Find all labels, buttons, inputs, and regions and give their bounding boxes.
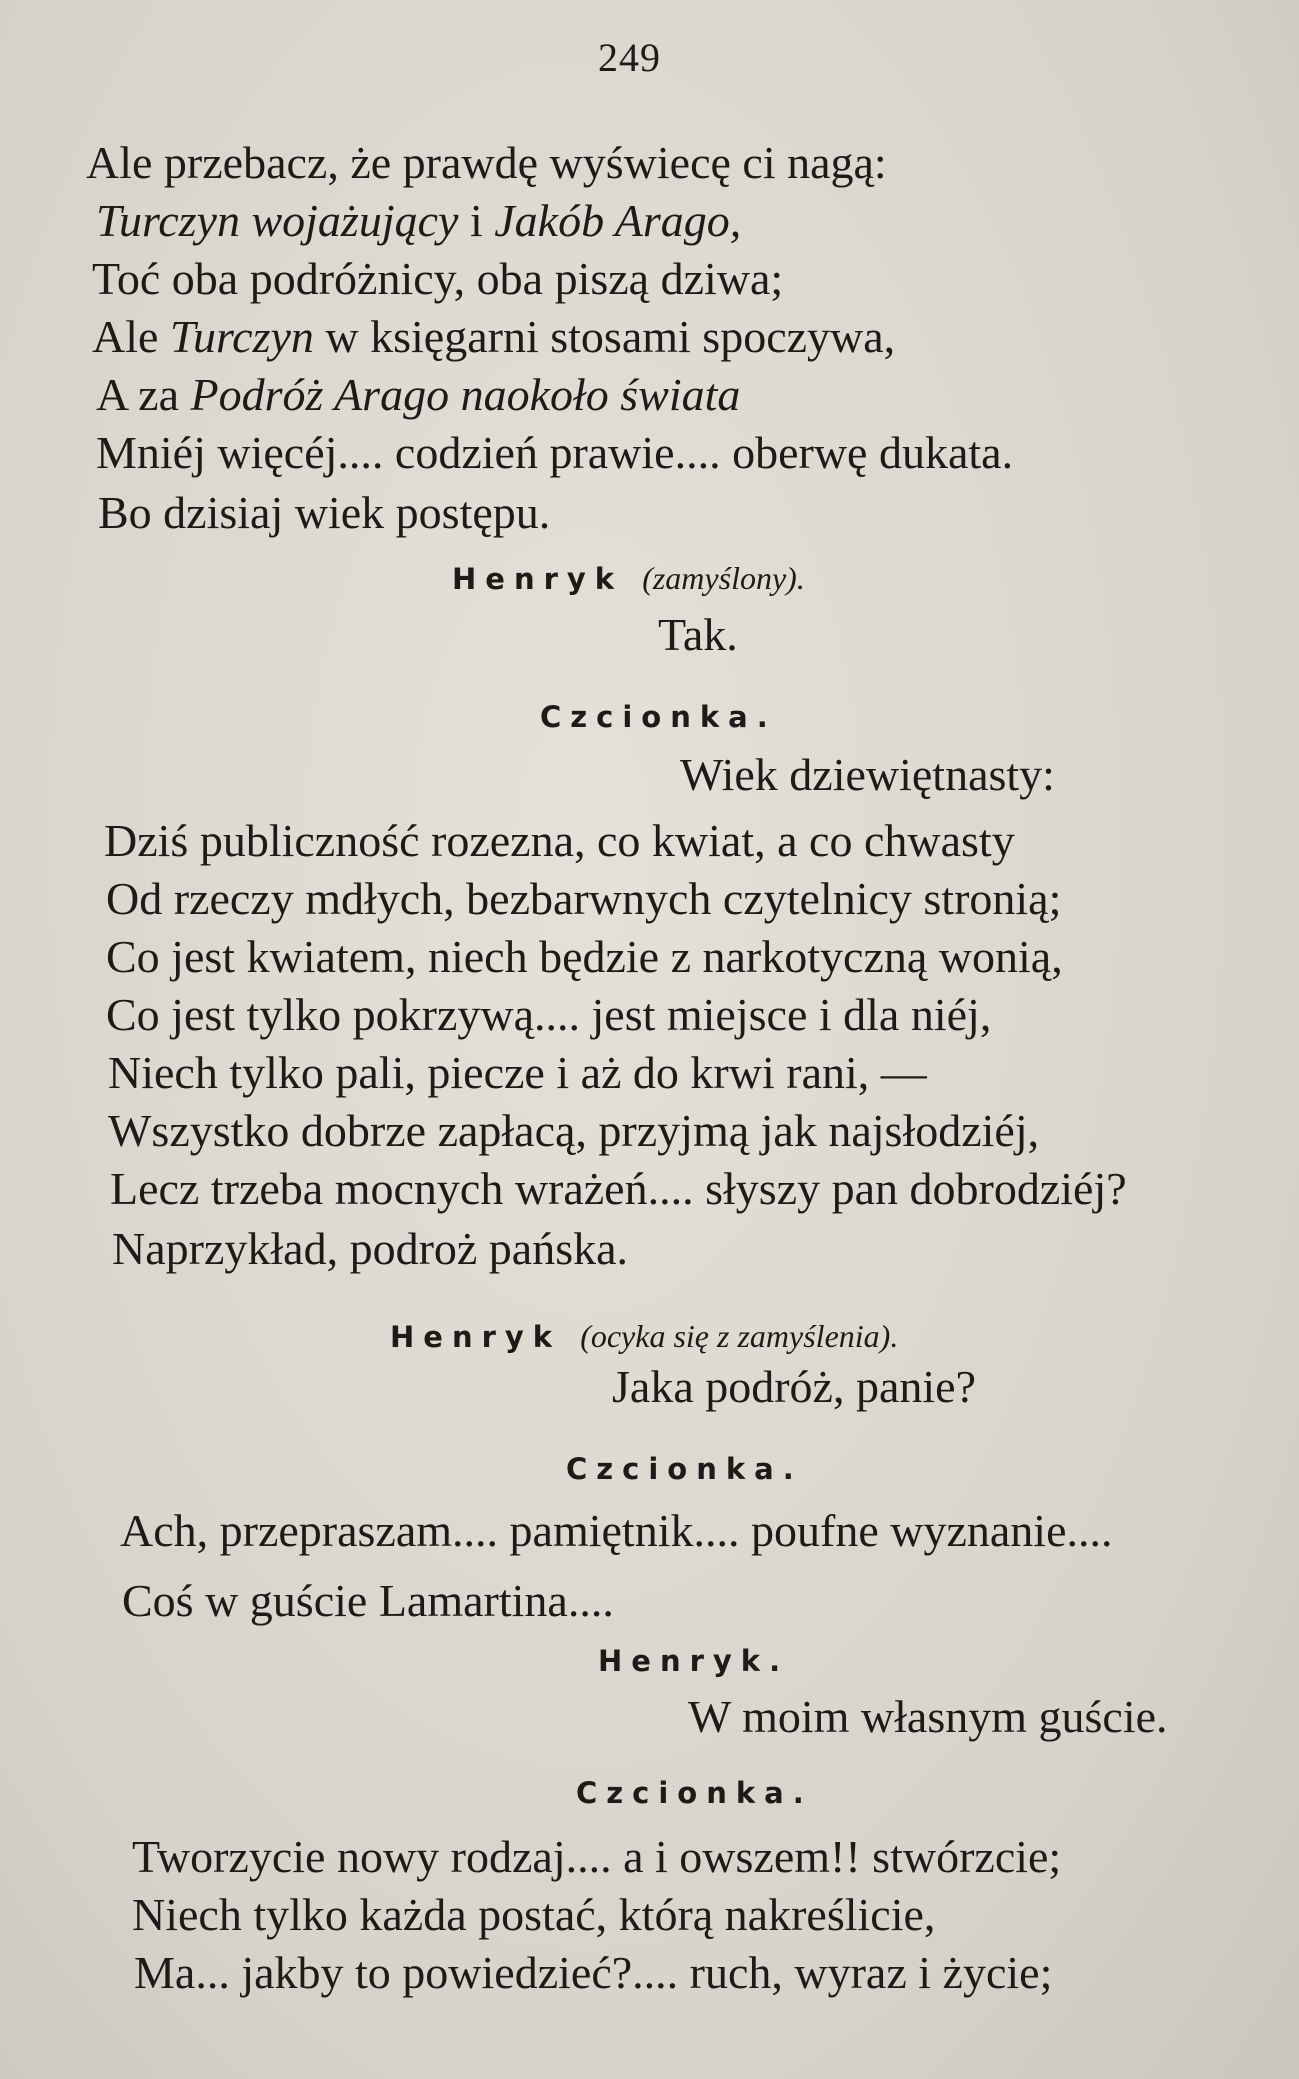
speaker-heading: Czcionka. (576, 1776, 813, 1810)
page-number: 249 (598, 35, 661, 80)
verse-line: Lecz trzeba mocnych wrażeń.... słyszy pan dobrodziéj? (110, 1163, 1127, 1214)
verse-line: Ma... jakby to powiedzieć?.... ruch, wyraz i życie; (134, 1947, 1053, 1998)
verse-line: Od rzeczy mdłych, bezbarwnych czytelnicy stronią; (106, 873, 1062, 924)
verse-line: Bo dzisiaj wiek postępu. (98, 487, 551, 538)
verse-line: Mniéj więcéj.... codzień prawie.... oberwę dukata. (96, 427, 1014, 478)
speaker-heading: Czcionka. (566, 1452, 803, 1486)
verse-line: Ale przebacz, że prawdę wyświecę ci nagą: (86, 137, 887, 188)
verse-line: Dziś publiczność rozezna, co kwiat, a co chwasty (104, 815, 1015, 866)
verse-line: A za Podróż Arago naokoło świata (96, 369, 741, 420)
verse-line: Niech tylko pali, piecze i aż do krwi rani, — (108, 1047, 927, 1098)
verse-line: Ale Turczyn w księgarni stosami spoczywa, (92, 311, 896, 362)
verse-line: Jaka podróż, panie? (612, 1361, 977, 1412)
verse-line: Tak. (658, 609, 738, 660)
verse-line: Ach, przepraszam.... pamiętnik.... poufne wyznanie.... (120, 1505, 1113, 1556)
verse-line: Co jest kwiatem, niech będzie z narkotyczną wonią, (106, 931, 1063, 982)
verse-line: W moim własnym guście. (688, 1691, 1168, 1742)
verse-line: Co jest tylko pokrzywą.... jest miejsce i dla niéj, (106, 989, 992, 1040)
verse-line: Turczyn wojażujący i Jakób Arago, (96, 195, 742, 246)
speaker-heading: Czcionka. (540, 700, 777, 734)
verse-line: Toć oba podróżnicy, oba piszą dziwa; (92, 253, 784, 304)
speaker-heading: Henryk. (598, 1644, 790, 1678)
speaker-heading: Henryk (zamyślony). (452, 560, 805, 596)
verse-line: Coś w guście Lamartina.... (122, 1575, 614, 1626)
verse-line: Tworzycie nowy rodzaj.... a i owszem!! stwórzcie; (132, 1831, 1062, 1882)
verse-line: Naprzykład, podroż pańska. (112, 1223, 629, 1274)
speaker-heading: Henryk (ocyka się z zamyślenia). (390, 1318, 899, 1354)
verse-line: Wszystko dobrze zapłacą, przyjmą jak najsłodziéj, (108, 1105, 1040, 1156)
verse-line: Wiek dziewiętnasty: (680, 749, 1055, 800)
verse-line: Niech tylko każda postać, którą nakreślicie, (132, 1889, 936, 1940)
